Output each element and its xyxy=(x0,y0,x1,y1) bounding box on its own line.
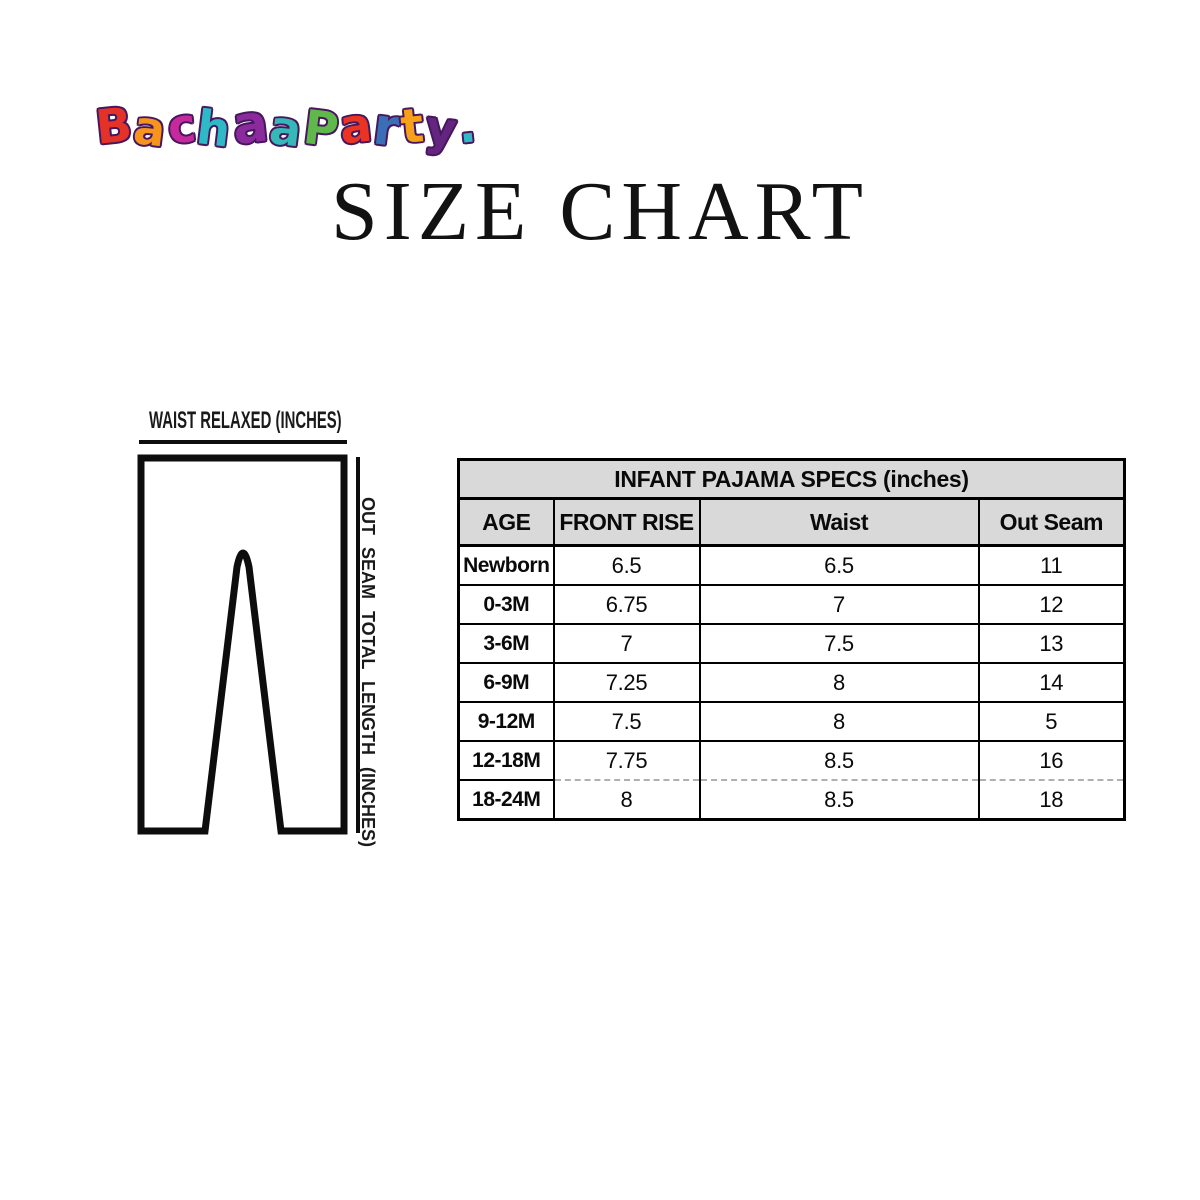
waist-cell: 7.5 xyxy=(700,624,979,663)
front-rise-cell: 7.75 xyxy=(554,741,700,780)
size-spec-table xyxy=(457,458,1126,821)
out-seam-cell: 14 xyxy=(979,663,1125,702)
page-title: SIZE CHART xyxy=(331,165,869,258)
out-seam-cell: 12 xyxy=(979,585,1125,624)
waist-cell: 8 xyxy=(700,702,979,741)
waist-cell: 7 xyxy=(700,585,979,624)
logo-letter: y xyxy=(422,100,462,159)
waist-cell: 8.5 xyxy=(700,780,979,820)
front-rise-cell: 7 xyxy=(554,624,700,663)
out-seam-label: OUT SEAM TOTAL LENGTH (INCHES) xyxy=(358,497,378,847)
table-row-9-12m xyxy=(459,702,1125,741)
table-row-12-18m xyxy=(459,741,1125,780)
logo-letter: r xyxy=(369,96,405,160)
logo-letter: B xyxy=(93,97,137,156)
logo-letter: . xyxy=(455,98,481,155)
logo-letter: P xyxy=(299,99,343,159)
table-row-3-6m xyxy=(459,624,1125,663)
logo-letter: a xyxy=(229,93,273,157)
logo-letter: c xyxy=(164,97,201,156)
age-cell: Newborn xyxy=(459,546,554,586)
table-title: INFANT PAJAMA SPECS (inches) xyxy=(459,460,1125,499)
age-cell: 18-24M xyxy=(459,780,554,820)
logo-letter: a xyxy=(266,100,307,159)
front-rise-cell: 6.75 xyxy=(554,585,700,624)
pants-outline-drawing xyxy=(134,451,366,841)
waist-cell: 8 xyxy=(700,663,979,702)
age-cell: 9-12M xyxy=(459,702,554,741)
table-row-0-3m xyxy=(459,585,1125,624)
age-cell: 6-9M xyxy=(459,663,554,702)
waist-cell: 8.5 xyxy=(700,741,979,780)
front-rise-cell: 7.25 xyxy=(554,663,700,702)
out-seam-cell: 18 xyxy=(979,780,1125,820)
logo-letter: a xyxy=(337,97,377,156)
logo-letter: t xyxy=(398,97,429,156)
front-rise-cell: 6.5 xyxy=(554,546,700,586)
table-row-newborn xyxy=(459,546,1125,586)
col-header-age: AGE xyxy=(459,499,554,546)
col-header-waist: Waist xyxy=(700,499,979,546)
out-seam-cell: 5 xyxy=(979,702,1125,741)
waist-cell: 6.5 xyxy=(700,546,979,586)
out-seam-cell: 11 xyxy=(979,546,1125,586)
table-title-row xyxy=(459,460,1125,499)
front-rise-cell: 7.5 xyxy=(554,702,700,741)
logo-letter: a xyxy=(130,100,171,159)
col-header-front-rise: FRONT RISE xyxy=(554,499,700,546)
waist-relaxed-label: WAIST RELAXED (INCHES) xyxy=(149,407,342,434)
table-header-row xyxy=(459,499,1125,546)
table-row-6-9m xyxy=(459,663,1125,702)
age-cell: 0-3M xyxy=(459,585,554,624)
brand-logo xyxy=(93,90,481,170)
out-seam-cell: 16 xyxy=(979,741,1125,780)
waist-dimension-line xyxy=(139,440,347,444)
col-header-out-seam: Out Seam xyxy=(979,499,1125,546)
logo-letter: h xyxy=(193,100,236,159)
age-cell: 12-18M xyxy=(459,741,554,780)
out-seam-cell: 13 xyxy=(979,624,1125,663)
table-row-18-24m xyxy=(459,780,1125,820)
pants-outline-path xyxy=(141,458,344,831)
age-cell: 3-6M xyxy=(459,624,554,663)
front-rise-cell: 8 xyxy=(554,780,700,820)
